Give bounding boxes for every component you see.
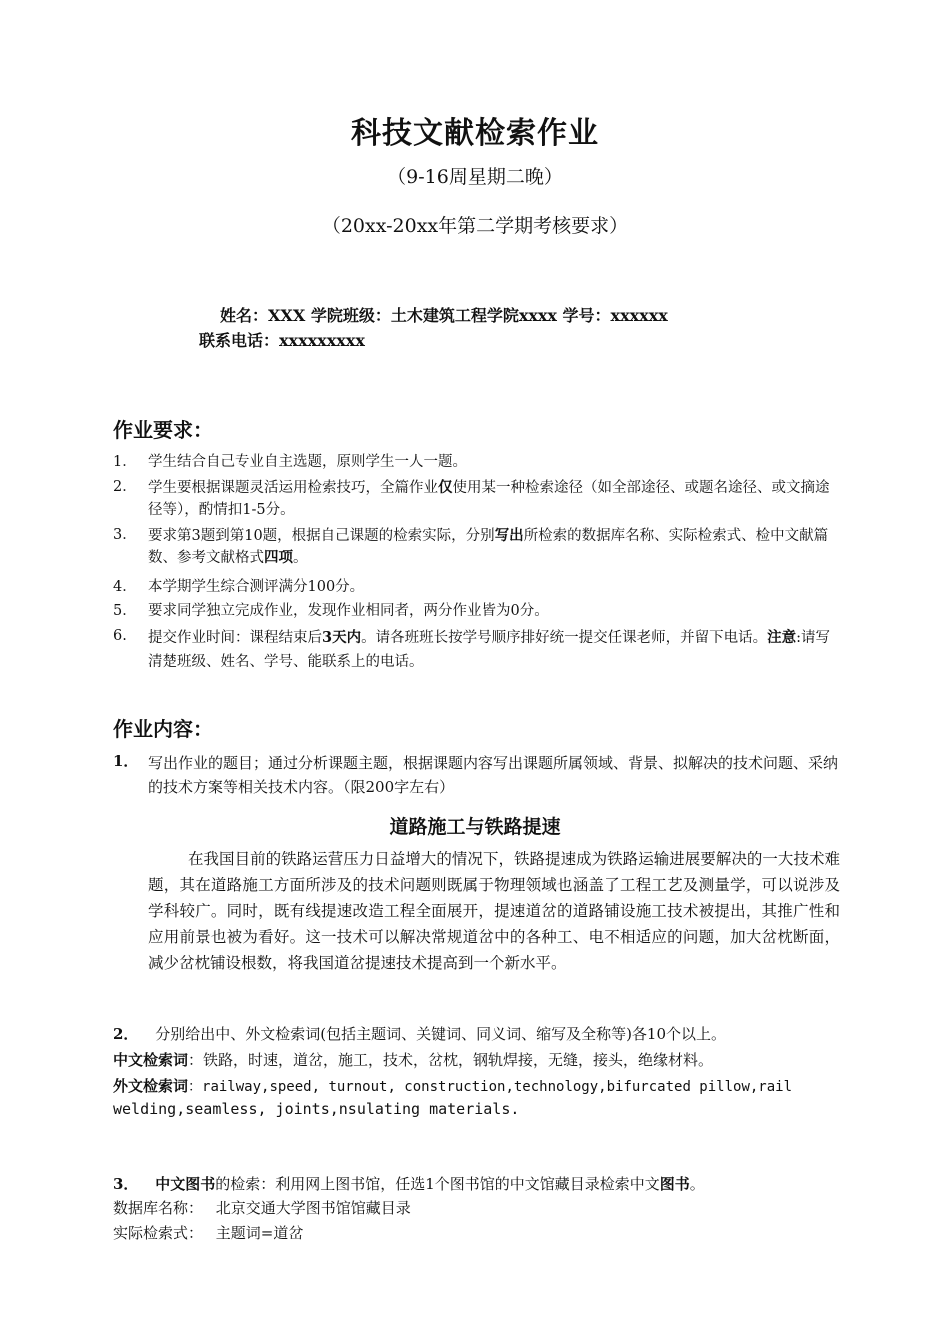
- item-number: 3．: [113, 527, 137, 543]
- item-number: 5．: [113, 603, 137, 619]
- document-subtitle-schedule: （9-16周星期二晚）: [387, 166, 563, 188]
- question-text: 写出作业的题目；通过分析课题主题，根据课题内容写出课题所属领域、背景、拟解决的技术问题、采纳的技术方案等相关技术内容。（限200字左右）: [148, 754, 839, 796]
- item-text: 要求第3题到第10题，根据自己课题的检索实际，分别写出所检索的数据库名称、实际检索式、检中文献篇数、参考文献格式四项。: [148, 527, 829, 566]
- question-bold-word: 图书: [659, 1175, 690, 1193]
- student-phone-line: 联系电话：xxxxxxxxx: [199, 331, 365, 350]
- question-bold-label: 中文图书: [155, 1175, 216, 1193]
- item-number: 6.: [113, 628, 127, 644]
- essay-title: 道路施工与铁路提速: [389, 816, 561, 838]
- search-query-value: 主题词=道岔: [215, 1224, 304, 1242]
- search-query-line: [113, 1222, 303, 1243]
- essay-body: 在我国目前的铁路运营压力日益增大的情况下，铁路提速成为铁路运输进展要解决的一大技术难题，其在道路施工方面所涉及的技术问题则既属于物理领域也涵盖了工程工艺及测量学，可以说涉及学科较广。同时，既有线提速改造工程全面展开，提速道岔的道路铺设施工技术被提出，其推广性和应用前景也被为看好。这一技术可以解决常规道岔中的各种工、电不相适应的问题，加大岔枕断面，减少岔枕铺设根数，将我国道岔提速技术提高到一个新水平。: [148, 850, 840, 972]
- chinese-keywords-value: ：铁路，时速，道岔，施工，技术，岔枕，钢轨焊接，无缝，接头，绝缘材料。: [188, 1051, 714, 1069]
- database-name-label: 数据库名称：: [113, 1199, 204, 1217]
- item-text: 学生结合自己专业自主选题，原则学生一人一题。: [148, 454, 467, 470]
- chinese-keywords-label: 中文检索词: [113, 1051, 189, 1069]
- item-text: 提交作业时间：课程结束后3天内。请各班班长按学号顺序排好统一提交任课老师，并留下电话。注意:请写清楚班级、姓名、学号、能联系上的电话。: [148, 629, 830, 670]
- question-2: [113, 1023, 726, 1044]
- question-number: 1．: [113, 752, 139, 770]
- question-number: 3．: [113, 1175, 139, 1193]
- english-keywords: [113, 1075, 792, 1096]
- database-name-line: [113, 1197, 411, 1218]
- chinese-keywords: [113, 1049, 713, 1070]
- item-text: 要求同学独立完成作业，发现作业相同者，两分作业皆为0分。: [148, 603, 549, 619]
- student-info-line: 姓名：XXX 学院班级：土木建筑工程学院xxxx 学号：xxxxxx: [220, 306, 668, 325]
- question-text: 的检索：利用网上图书馆，任选1个图书馆的中文馆藏目录检索中文: [215, 1175, 660, 1193]
- english-keywords-value: ：railway,speed, turnout, construction,technology,bifurcated pillow,rail: [188, 1079, 793, 1095]
- english-keywords-label: 外文检索词: [113, 1077, 189, 1095]
- item-text: 本学期学生综合测评满分100分。: [148, 579, 365, 595]
- search-query-label: 实际检索式：: [113, 1224, 204, 1242]
- question-3: 3． 中文图书的检索：利用网上图书馆，任选1个图书馆的中文馆藏目录检索中文图书。: [113, 1175, 705, 1193]
- question-text: 分别给出中、外文检索词(包括主题词、关键词、同义词、缩写及全称等)各10个以上。: [155, 1025, 727, 1043]
- document-subtitle-term: （20xx-20xx年第二学期考核要求）: [321, 215, 629, 237]
- requirements-heading: 作业要求：: [113, 418, 213, 442]
- document-title: 科技文献检索作业: [351, 116, 599, 151]
- database-name-value: 北京交通大学图书馆馆藏目录: [215, 1199, 411, 1217]
- question-number: 2．: [113, 1025, 139, 1043]
- content-heading: 作业内容：: [113, 717, 213, 741]
- item-number: 2．: [113, 479, 137, 495]
- item-number: 1．: [113, 454, 137, 470]
- english-keywords-continued: welding,seamless, joints,nsulating materials.: [113, 1100, 520, 1118]
- item-number: 4．: [113, 579, 137, 595]
- item-text: 学生要根据课题灵活运用检索技巧，全篇作业仅使用某一种检索途径（如全部途径、或题名途径、或文摘途径等），酌情扣1-5分。: [148, 479, 830, 518]
